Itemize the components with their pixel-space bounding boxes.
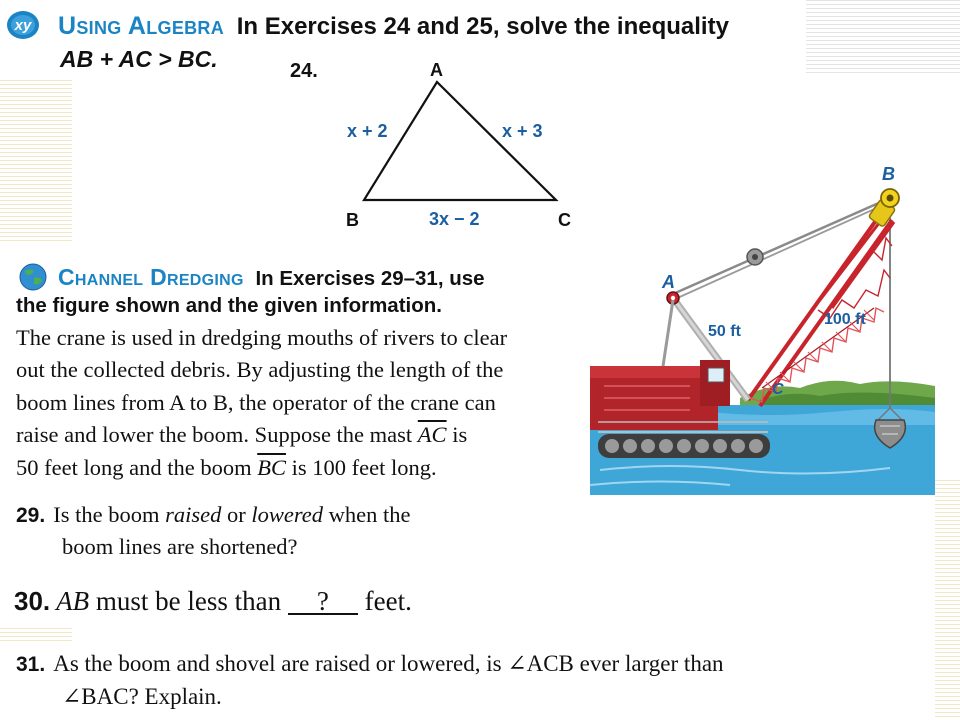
section-header	[58, 12, 729, 41]
q29-text-e: when the	[322, 502, 411, 527]
q29-raised: raised	[165, 502, 222, 527]
dredging-heading-line1	[58, 264, 485, 291]
question-30-number: 30.	[14, 586, 51, 616]
q29-text-a: Is the boom	[53, 502, 166, 527]
dredging-body-1: The crane is used in dredging mouths of rivers to clear	[16, 325, 508, 350]
crane-label-a: A	[662, 272, 675, 292]
boom-length-label: 100 ft	[824, 311, 866, 328]
triangle-figure	[330, 58, 590, 238]
dredging-body-5c: is 100 feet long.	[285, 455, 437, 480]
q29-lowered: lowered	[251, 502, 323, 527]
dredging-body-4	[16, 422, 467, 448]
question-31-number: 31.	[16, 653, 46, 676]
triangle-abc	[364, 82, 556, 200]
exercise-24-number: 24.	[290, 60, 318, 82]
dredging-body-3	[16, 390, 496, 416]
dredging-title: Channel Dredging	[58, 264, 244, 290]
vertex-b-label: B	[346, 210, 359, 230]
section-instruction: In Exercises 24 and 25, solve the inequality	[236, 13, 729, 40]
dredging-body-5a: 50 feet long and the boom	[16, 455, 258, 480]
question-31-line2: ∠BAC? Explain.	[62, 684, 222, 709]
decorative-stripes-left-top	[0, 80, 72, 244]
dredging-body-2: out the collected debris. By adjusting the length of the	[16, 357, 504, 382]
q30-segment-ab: AB	[56, 586, 90, 616]
vertex-a-label: A	[430, 60, 443, 80]
dredging-body-3-text: boom lines from A to B, the operator of the crane can	[16, 390, 496, 415]
question-30	[14, 586, 412, 617]
side-bc-label: 3x − 2	[429, 209, 480, 229]
question-29-line1	[16, 502, 410, 528]
question-29-line2: boom lines are shortened?	[62, 534, 298, 559]
dredging-body-4a: raise and lower the boom. Suppose the mast	[16, 422, 418, 447]
inequality-text: AB + AC > BC.	[60, 46, 218, 72]
crane-label-c: C	[772, 381, 784, 398]
vertex-c-label: C	[558, 210, 571, 230]
q31-line1-text: As the boom and shovel are raised or lowered, is ∠ACB ever larger than	[53, 651, 724, 676]
section-title: Using Algebra	[58, 12, 225, 40]
dredging-body-4c: is	[446, 422, 468, 447]
question-31-line1	[16, 651, 724, 677]
segment-ac: $\overline{AC}$	[417, 422, 447, 447]
mast-length-label: 50 ft	[708, 323, 741, 340]
side-ab-label: x + 2	[347, 121, 388, 141]
crane-illustration	[590, 150, 935, 495]
svg-text:xy: xy	[14, 17, 32, 34]
dredging-intro-2: the figure shown and the given information.	[16, 294, 442, 317]
dredging-intro-1: In Exercises 29–31, use	[255, 267, 485, 290]
dredging-body-5	[16, 455, 437, 481]
decorative-stripes-right	[935, 480, 960, 720]
segment-bc: $\overline{BC}$	[257, 455, 286, 480]
q30-text-c: feet.	[357, 586, 412, 616]
decorative-stripes-left-bottom	[0, 628, 72, 644]
question-29-number: 29.	[16, 504, 46, 527]
decorative-stripes-top-right	[806, 0, 960, 76]
crawler-tracks	[598, 434, 770, 458]
globe-icon	[16, 262, 50, 292]
crane-label-b: B	[882, 164, 895, 184]
q30-text-b: must be less than	[89, 586, 288, 616]
q29-text-c: or	[221, 502, 252, 527]
q30-blank-mark: ?	[316, 586, 329, 616]
q30-blank	[288, 586, 358, 616]
algebra-xy-icon	[6, 10, 40, 40]
side-ac-label: x + 3	[502, 121, 543, 141]
